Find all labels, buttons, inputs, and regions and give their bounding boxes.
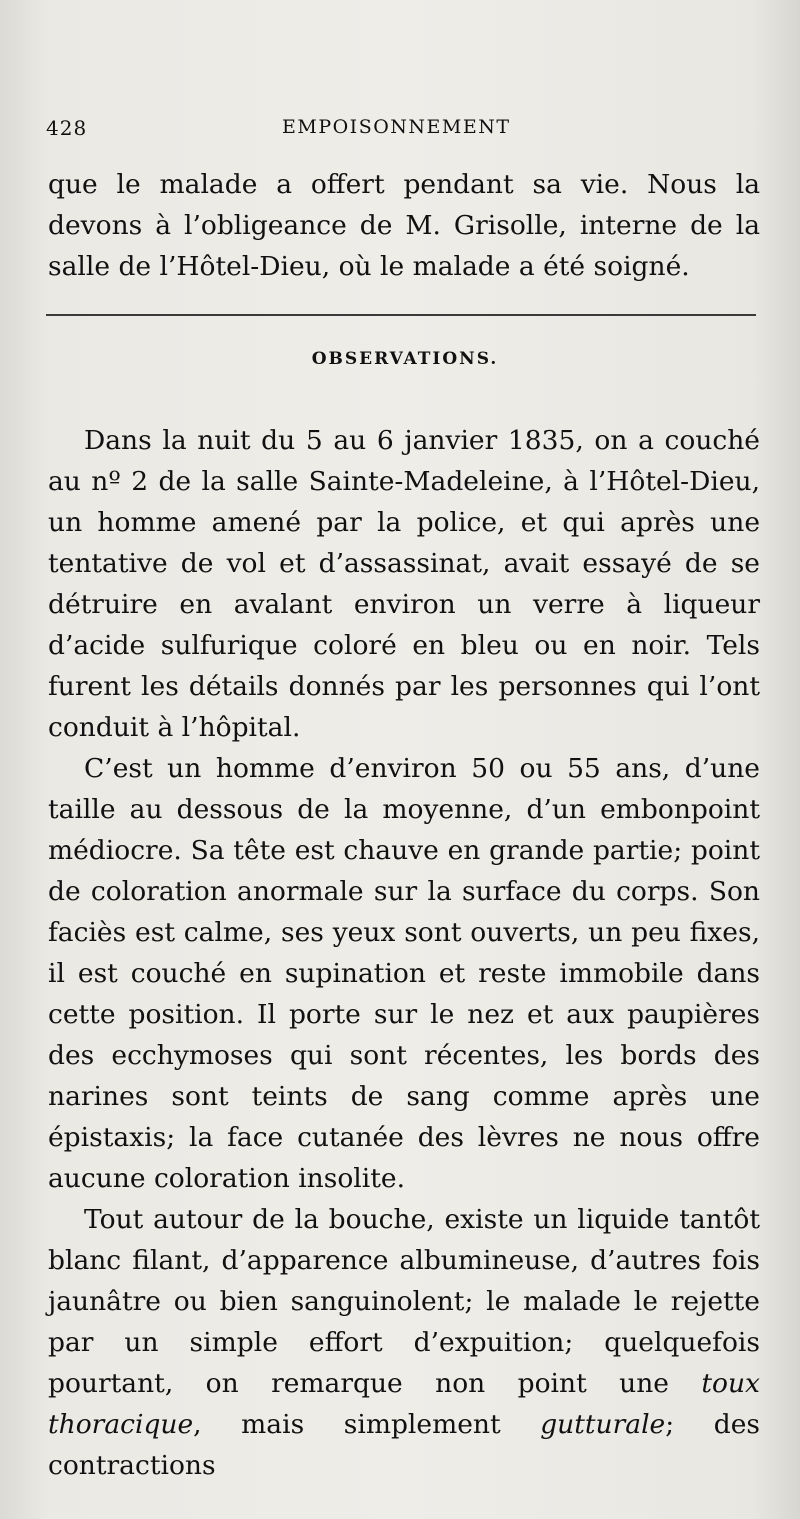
paragraph-2: C’est un homme d’environ 50 ou 55 ans, d’une taille au dessous de la moyenne, d’un embonpoint médiocre. Sa tête est chauve en grande partie; point de coloration anormale sur la surface du corps. Son faciès est calme, ses yeux sont ouverts, un peu fixes, il est couché en supination et reste immobile dans cette position. Il porte sur le nez et aux paupières des ecchymoses qui sont récentes, les bords des narines sont teints de sang comme après une épistaxis; la face cutanée des lèvres ne nous offre aucune coloration insolite. xyxy=(48,753,760,1194)
paragraph-3-middle: , mais simplement xyxy=(193,1409,501,1440)
section-divider xyxy=(46,314,756,316)
running-title: EMPOISONNEMENT xyxy=(282,116,511,138)
page-number: 428 xyxy=(46,116,88,140)
paragraph-3 xyxy=(48,1199,760,1486)
section-heading: OBSERVATIONS. xyxy=(311,349,499,369)
paragraph-3-end: ; des contractions xyxy=(48,1409,760,1481)
paragraph-1: Dans la nuit du 5 au 6 janvier 1835, on a couché au nº 2 de la salle Sainte-Madeleine, à l’Hôtel-Dieu, un homme amené par la police, et qui après une tentative de vol et d’assassinat, avait essayé de se détruire en avalant environ un verre à liqueur d’acide sulfurique coloré en bleu ou en noir. Tels furent les détails donnés par les personnes qui l’ont conduit à l’hôpital. xyxy=(48,425,760,743)
intro-paragraph: que le malade a offert pendant sa vie. Nous la devons à l’obligeance de M. Grisolle, interne de la salle de l’Hôtel-Dieu, où le malade a été soigné. xyxy=(48,169,760,282)
running-head xyxy=(46,116,776,146)
paragraph-3-italic-2: gutturale xyxy=(540,1409,666,1440)
paragraph-3-start: Tout autour de la bouche, existe un liquide tantôt blanc filant, d’apparence albumineuse, d’autres fois jaunâtre ou bien sanguinolent; le malade le rejette par un simple effort d’expuition; quelquefois pourtant, on remarque non point une xyxy=(48,1204,760,1399)
intro-text-block xyxy=(48,164,760,287)
paragraph-3-italic-1: toux thoracique xyxy=(48,1368,760,1440)
main-text-block xyxy=(48,420,760,1486)
